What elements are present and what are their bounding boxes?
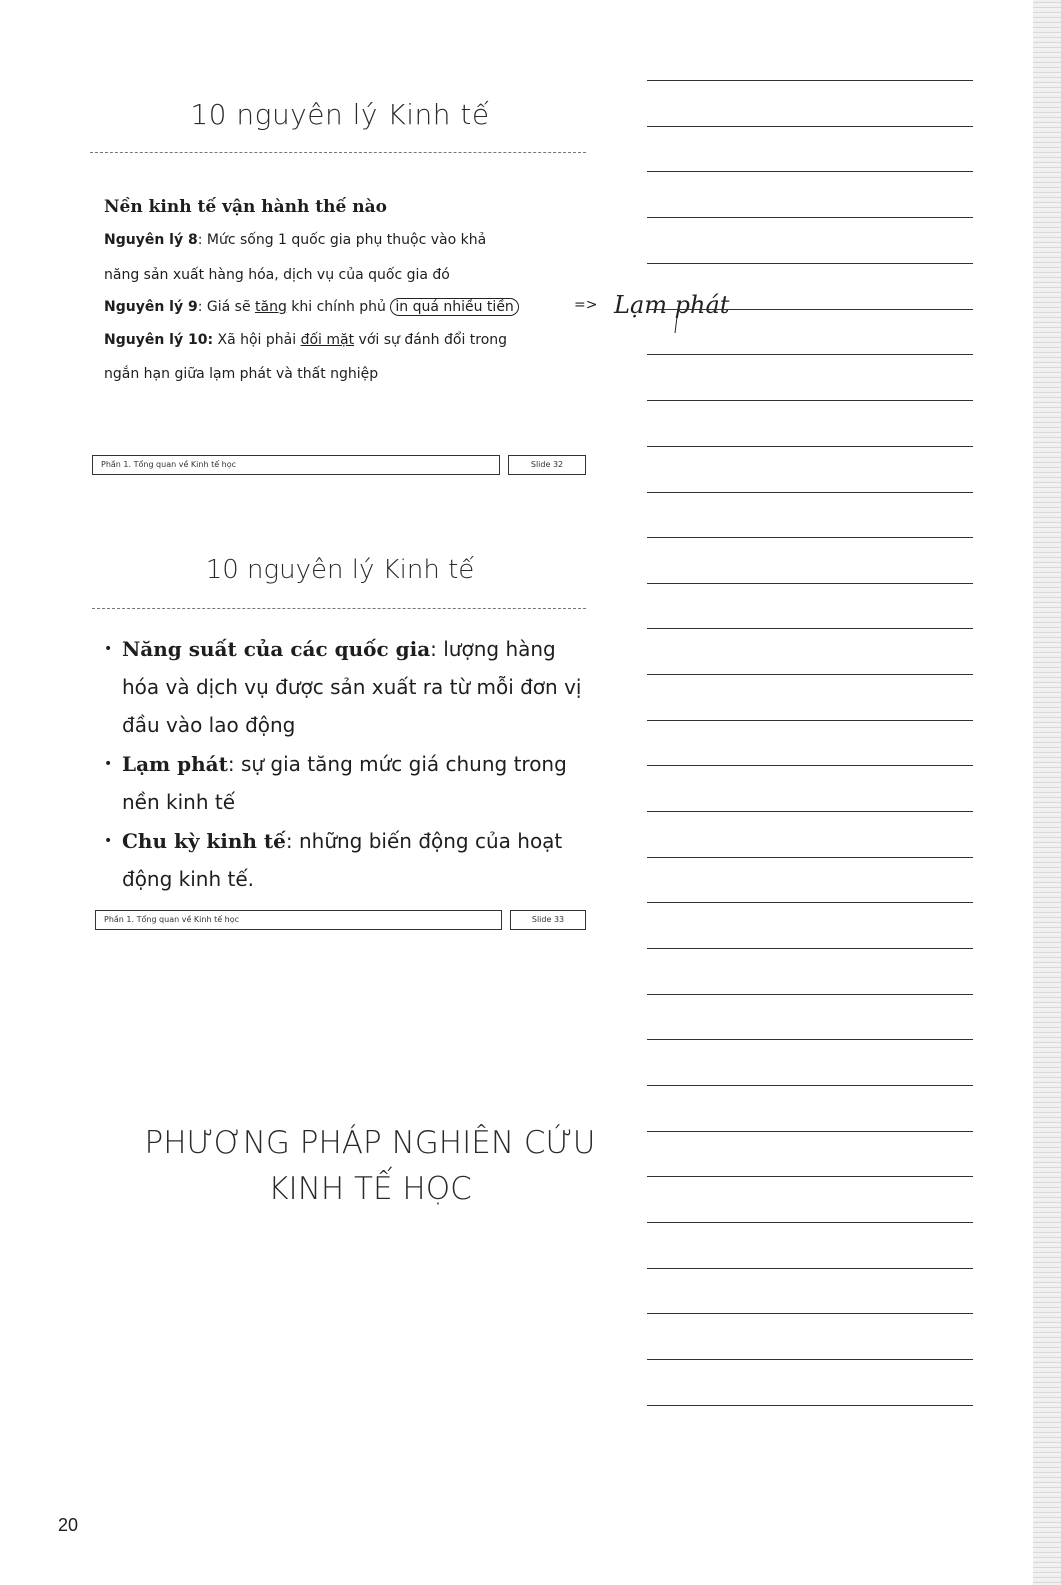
note-line [647, 1131, 973, 1132]
section-title [90, 1120, 650, 1212]
note-line [647, 1176, 973, 1177]
note-line [647, 126, 973, 127]
principle-10-label: Nguyên lý 10: [104, 332, 214, 348]
bullet-term: Chu kỳ kinh tế [122, 829, 286, 853]
note-lines [647, 0, 973, 1585]
principle-9-underlined: tăng [255, 299, 287, 315]
note-line [647, 217, 973, 218]
bullet-definition: : sự gia tăng mức giá chung trong nền kinh tế [122, 752, 567, 814]
note-line [647, 446, 973, 447]
note-line [647, 263, 973, 264]
note-line [647, 1039, 973, 1040]
slide-32-heading: Nền kinh tế vận hành thế nào [104, 197, 387, 217]
note-line [647, 537, 973, 538]
note-line [647, 309, 973, 310]
scan-edge [1033, 0, 1061, 1585]
principle-9-text-a: : Giá sẽ [197, 299, 256, 315]
principle-9-line [104, 297, 519, 317]
note-line [647, 994, 973, 995]
principle-9-label: Nguyên lý 9 [104, 299, 198, 315]
section-title-line-1: PHƯƠNG PHÁP NGHIÊN CỨU [144, 1125, 596, 1161]
note-line [647, 1405, 973, 1406]
principle-10-underlined: đối mặt [300, 332, 355, 348]
note-line [647, 171, 973, 172]
slide-33-footer: Phần 1. Tổng quan về Kinh tế học [95, 910, 502, 930]
section-title-line-2: KINH TẾ HỌC [268, 1171, 472, 1207]
slide-33-title-rule [92, 608, 586, 609]
principle-10-text-a: Xã hội phải [213, 332, 301, 348]
principle-10-text-b: với sự đánh đổi trong [354, 332, 508, 348]
principle-8-line-2: năng sản xuất hàng hóa, dịch vụ của quốc gia đó [104, 267, 450, 283]
note-line [647, 720, 973, 721]
bullet-dot-icon: • [104, 641, 113, 657]
note-line [647, 1359, 973, 1360]
principle-8-line-1 [104, 230, 486, 250]
note-line [647, 492, 973, 493]
slide-32-footer: Phần 1. Tổng quan về Kinh tế học [92, 455, 500, 475]
handwritten-word: Lạm phát [614, 291, 730, 319]
slide-32-title-rule [90, 152, 586, 153]
bullet-definition: : những biến động của hoạt động kinh tế. [122, 829, 563, 891]
bullet-dot-icon: • [104, 833, 113, 849]
note-line [647, 628, 973, 629]
note-line [647, 1313, 973, 1314]
principle-10-line-1 [104, 330, 507, 350]
bullet-inflation [104, 745, 584, 821]
principle-10-line-2: ngắn hạn giữa lạm phát và thất nghiệp [104, 366, 379, 382]
slide-33-number: Slide 33 [510, 910, 586, 930]
note-line [647, 674, 973, 675]
bullet-term: Lạm phát [122, 752, 228, 776]
slide-32-number: Slide 32 [508, 455, 586, 475]
note-line [647, 583, 973, 584]
bullet-dot-icon: • [104, 756, 113, 772]
principle-8-label: Nguyên lý 8 [104, 232, 198, 248]
note-line [647, 765, 973, 766]
principle-9-circled: in quá nhiều tiền [390, 298, 518, 316]
note-line [647, 857, 973, 858]
note-line [647, 400, 973, 401]
note-line [647, 1085, 973, 1086]
slide-32-title: 10 nguyên lý Kinh tế [190, 98, 490, 131]
note-line [647, 354, 973, 355]
note-line [647, 902, 973, 903]
principle-8-text: : Mức sống 1 quốc gia phụ thuộc vào khả [197, 232, 487, 248]
principle-9-text-b: khi chính phủ [286, 299, 391, 315]
note-line [647, 811, 973, 812]
bullet-productivity [104, 630, 584, 744]
page-number: 20 [58, 1515, 79, 1535]
bullet-definition: : lượng hàng hóa và dịch vụ được sản xuất ra từ mỗi đơn vị đầu vào lao động [122, 637, 582, 737]
bullet-business-cycle [104, 822, 584, 898]
note-line [647, 80, 973, 81]
handwritten-arrow: => [574, 297, 598, 313]
note-line [647, 1268, 973, 1269]
note-line [647, 948, 973, 949]
bullet-term: Năng suất của các quốc gia [122, 637, 431, 661]
note-line [647, 1222, 973, 1223]
slide-33-title: 10 nguyên lý Kinh tế [205, 555, 475, 585]
